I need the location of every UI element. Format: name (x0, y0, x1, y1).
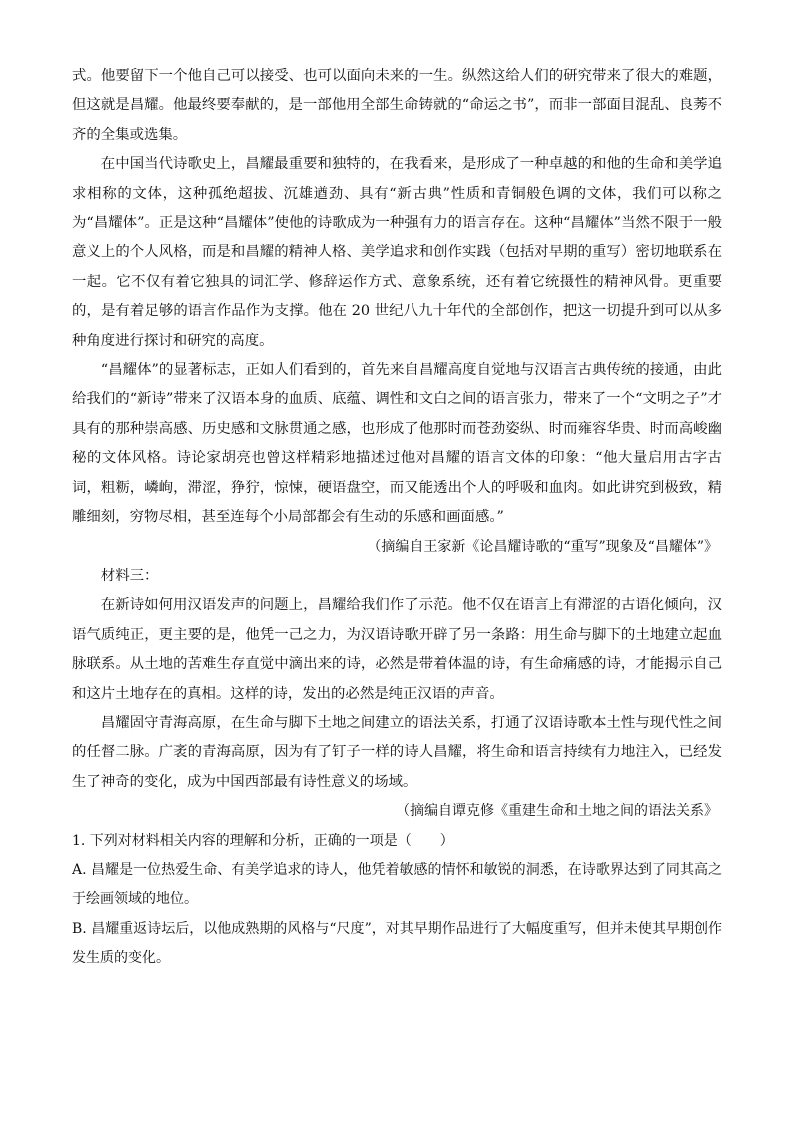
question-option-b: B. 昌耀重返诗坛后，以他成熟期的风格与“尺度”，对其早期作品进行了大幅度重写，但并未使其早期创作发生质的变化。 (72, 920, 722, 967)
question-option-a: A. 昌耀是一位热爱生命、有美学追求的诗人，他凭着敏感的情怀和敏锐的洞悉，在诗歌界达到了同其高之于绘画领域的地位。 (72, 861, 722, 908)
question-stem: 1. 下列对材料相关内容的理解和分析，正确的一项是（ ） (72, 832, 454, 849)
source-citation-tan-kexiu: （摘编自谭克修《重建生命和土地之间的语法关系》 (396, 803, 718, 820)
paragraph-continuation: 式。他要留下一个他自己可以接受、也可以面向未来的一生。纵然这给人们的研究带来了很大的难题，但这就是昌耀。他最终要奉献的，是一部他用全部生命铸就的“命运之书”，而非一部面目混乱、良莠不齐的全集或选集。 (72, 68, 722, 143)
material-three-heading: 材料三： (100, 567, 159, 584)
source-citation-wang-jiaxin: （摘编自王家新《论昌耀诗歌的“重写”现象及“昌耀体”》 (367, 538, 718, 555)
paragraph-qinghai-plateau: 昌耀固守青海高原，在生命与脚下土地之间建立的语法关系，打通了汉语诗歌本土性与现代性之间的任督二脉。广袤的青海高原，因为有了钉子一样的诗人昌耀，将生命和语言持续有力地注入，已经发生了神奇的变化，成为中国西部最有诗性意义的场域。 (72, 714, 722, 790)
paragraph-changyao-style: 在中国当代诗歌史上，昌耀最重要和独特的，在我看来，是形成了一种卓越的和他的生命和美学追求相称的文体，这种孤绝超拔、沉雄遒劲、具有“新古典”性质和青铜般色调的文体，我们可以称之为“昌耀体”。正是这种“昌耀体”使他的诗歌成为一种强有力的语言存在。这种“昌耀体”当然不限于一般意义上的个人风格，而是和昌耀的精神人格、美学追求和创作实践（包括对早期的重写）密切地联系在一起。它不仅有着它独具的词汇学、修辞运作方式、意象系统，还有着它统摄性的精神风骨。更重要的，是有着足够的语言作品作为支撑。他在 20 世纪八九十年代的全部创作，把这一切提升到可以从多种角度进行探讨和研究的高度。 (72, 156, 722, 349)
paragraph-changyao-style-marks: “昌耀体”的显著标志，正如人们看到的，首先来自昌耀高度自觉地与汉语言古典传统的接通，由此给我们的“新诗”带来了汉语本身的血质、底蕴、调性和文白之间的语言张力，带来了一个“文明之子”才具有的那种崇高感、历史感和文脉贯通之感，也形成了他那时而苍劲姿纵、时而雍容华贵、时而高峻幽秘的文体风格。诗论家胡亮也曾这样精彩地描述过他对昌耀的语言文体的印象：“他大量启用古字古词，粗粝，嶙峋，滞涩，狰狞，惊悚，硬语盘空，而又能透出个人的呼吸和血肉。如此讲究到极致，精雕细刻，穷物尽相，甚至连每个小局部都会有生动的乐感和画面感。” (72, 362, 722, 526)
paragraph-new-poetry-voice: 在新诗如何用汉语发声的问题上，昌耀给我们作了示范。他不仅在语言上有滞涩的古语化倾向，汉语气质纯正，更主要的是，他凭一己之力，为汉语诗歌开辟了另一条路：用生命与脚下的土地建立起血脉联系。从土地的苦难生存直觉中滴出来的诗，必然是带着体温的诗，有生命痛感的诗，才能揭示自己和这片土地存在的真相。这样的诗，发出的必然是纯正汉语的声音。 (72, 597, 722, 702)
document-page (72, 62, 722, 974)
